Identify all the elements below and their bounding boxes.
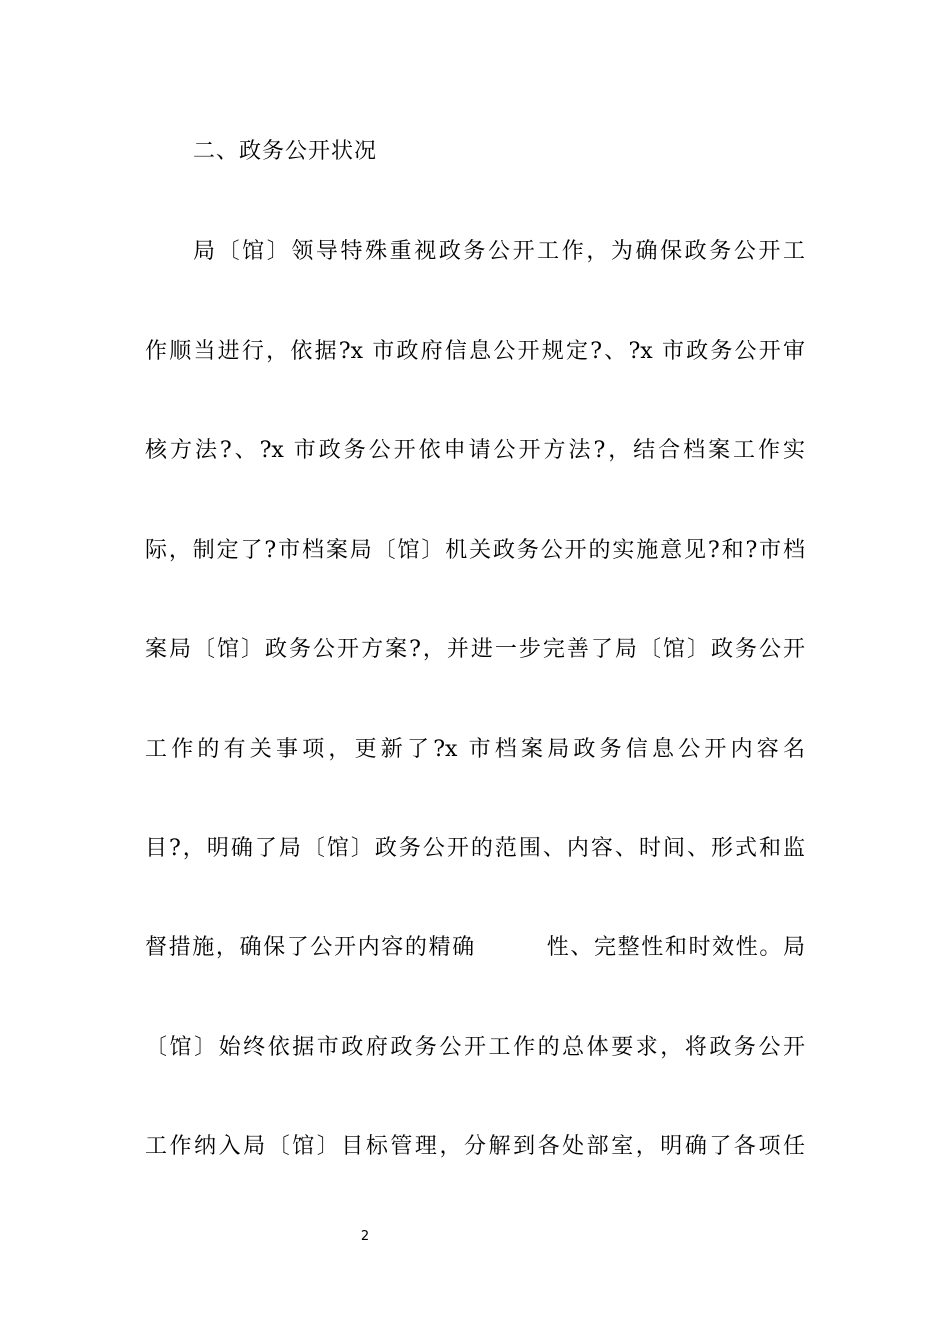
paragraph-line: 工作纳入局〔馆〕目标管理，分解到各处部室，明确了各项任 xyxy=(145,1134,805,1159)
paragraph-line: 际，制定了?市档案局〔馆〕机关政务公开的实施意见?和?市档 xyxy=(145,538,805,563)
paragraph-line: 督措施，确保了公开内容的精确 性、完整性和时效性。局 xyxy=(145,935,805,960)
paragraph-line: 局〔馆〕领导特殊重视政务公开工作，为确保政务公开工 xyxy=(193,239,805,264)
paragraph-line: 作顺当进行，依据?x 市政府信息公开规定?、?x 市政务公开审 xyxy=(145,339,805,364)
paragraph-line: 工作的有关事项，更新了?x 市档案局政务信息公开内容名 xyxy=(145,737,805,762)
paragraph-line: 案局〔馆〕政务公开方案?，并进一步完善了局〔馆〕政务公开 xyxy=(145,637,805,662)
section-heading: 二、政务公开状况 xyxy=(193,139,378,164)
paragraph-line: 目?，明确了局〔馆〕政务公开的范围、内容、时间、形式和监 xyxy=(145,836,805,861)
paragraph-line: 〔馆〕始终依据市政府政务公开工作的总体要求，将政务公开 xyxy=(145,1035,805,1060)
page-number: 2 xyxy=(360,1229,370,1244)
paragraph-line: 核方法?、?x 市政务公开依申请公开方法?，结合档案工作实 xyxy=(145,438,805,463)
